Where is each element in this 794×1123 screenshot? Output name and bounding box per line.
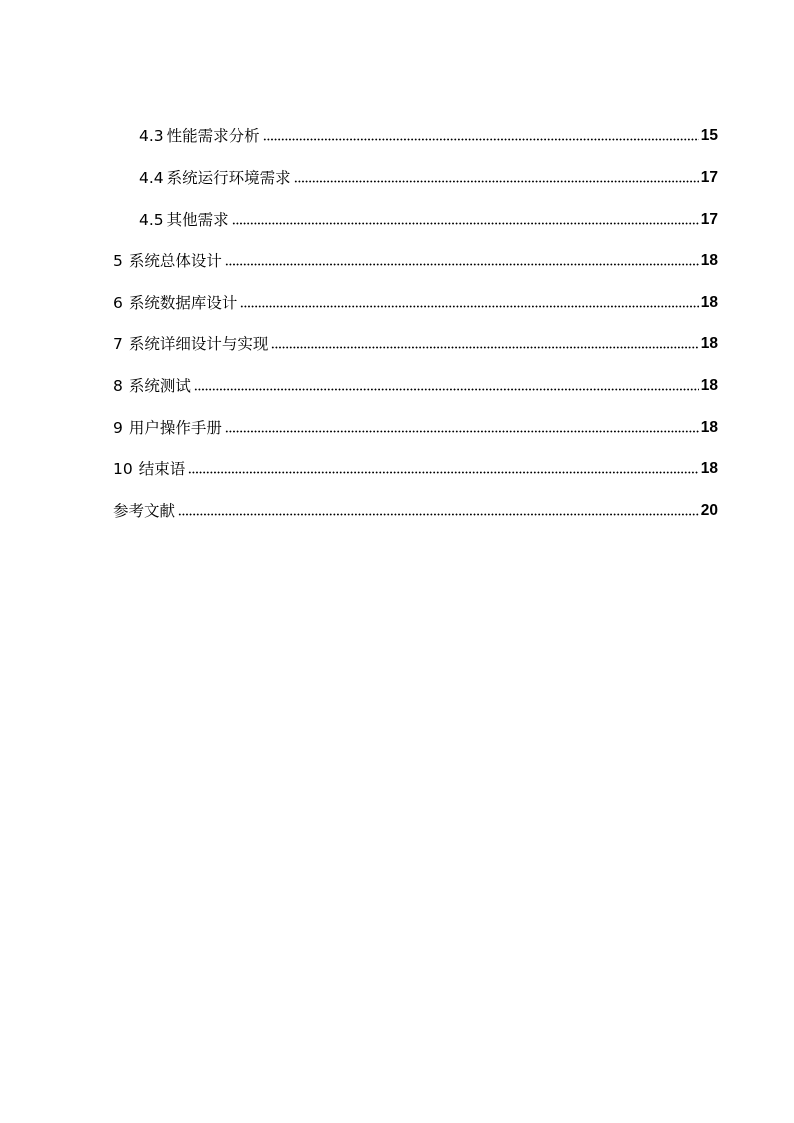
toc-entry-title: 结束语 [138,460,186,478]
toc-entry-title: 系统数据库设计 [128,294,238,312]
toc-dot-leader [225,263,699,266]
toc-entry-page-number: 15 [700,127,718,144]
toc-dot-leader [271,346,698,349]
toc-entry-page-number: 18 [700,460,718,477]
toc-entry-number: 8 [113,377,123,395]
toc-entry-4-3[interactable] [139,122,718,146]
toc-entry-number: 9 [113,419,123,437]
toc-entry-8[interactable] [113,372,718,396]
toc-entry-number: 4.5 [139,211,164,229]
toc-entry-number: 7 [113,335,123,353]
toc-entry-page-number: 18 [700,335,718,352]
toc-entry-4-4[interactable] [139,164,718,188]
toc-dot-leader [232,222,699,225]
toc-entry-page-number: 20 [700,502,718,519]
toc-entry-6[interactable] [113,289,718,313]
toc-dot-leader [188,471,699,474]
toc-entry-title: 系统总体设计 [128,252,222,270]
toc-entry-page-number: 18 [700,419,718,436]
toc-dot-leader [240,305,698,308]
toc-entry-page-number: 18 [700,294,718,311]
toc-entry-number: 10 [113,460,133,478]
toc-dot-leader [178,513,699,516]
toc-dot-leader [194,388,699,391]
toc-entry-title: 系统详细设计与实现 [128,335,269,353]
toc-dot-leader [225,430,699,433]
toc-entry-number: 5 [113,252,123,270]
toc-entry-title: 参考文献 [113,502,176,520]
toc-entry-title: 用户操作手册 [128,419,222,437]
toc-entry-number: 4.4 [139,169,164,187]
toc-entry-title: 系统运行环境需求 [166,169,291,187]
toc-entry-page-number: 18 [700,252,718,269]
toc-entry-7[interactable] [113,330,718,354]
toc-entry-title: 系统测试 [128,377,191,395]
toc-entry-4-5[interactable] [139,206,718,230]
toc-entry-5[interactable] [113,247,718,271]
toc-entry-page-number: 18 [700,377,718,394]
toc-entry-title: 性能需求分析 [166,127,260,145]
toc-entry-title: 其他需求 [166,211,229,229]
toc-dot-leader [294,180,699,183]
toc-entry-9[interactable] [113,414,718,438]
toc-entry-page-number: 17 [700,211,718,228]
toc-entry-page-number: 17 [700,169,718,186]
toc-entry-references[interactable] [113,497,718,521]
toc-entry-number: 6 [113,294,123,312]
toc-entry-number: 4.3 [139,127,164,145]
toc-dot-leader [263,138,699,141]
toc-entry-10[interactable] [113,455,718,479]
